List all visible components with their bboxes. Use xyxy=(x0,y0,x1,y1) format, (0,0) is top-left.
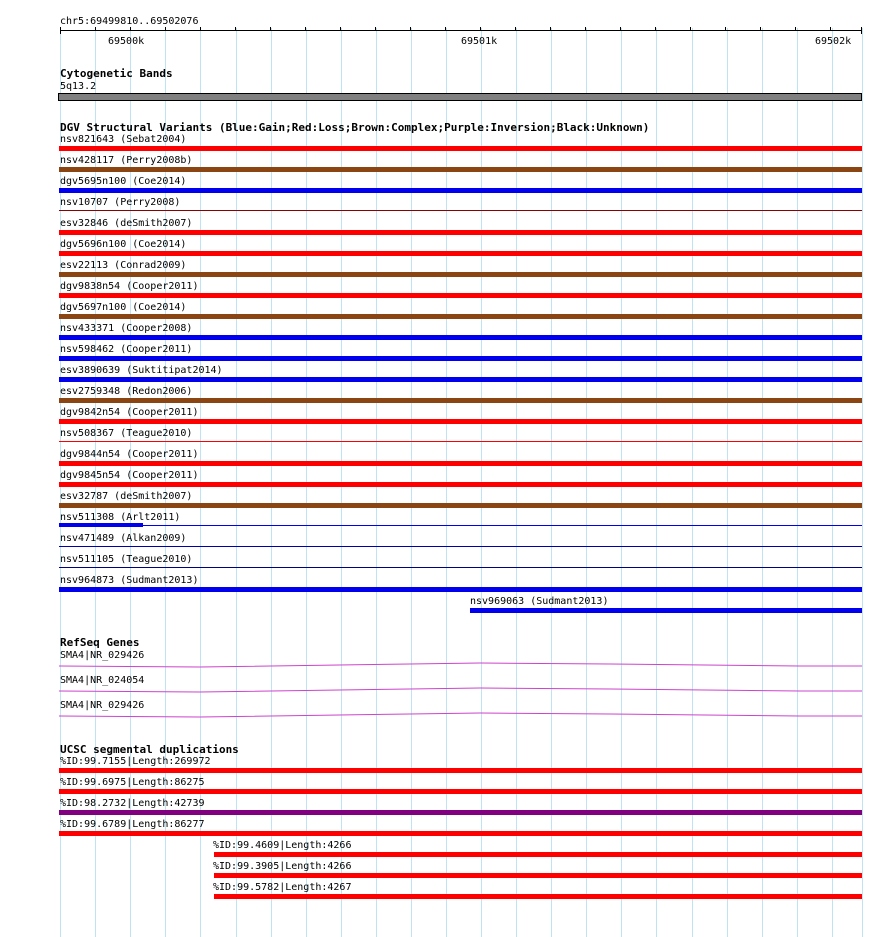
segdup-label: %ID:99.3905|Length:4266 xyxy=(213,861,352,872)
band-label: 5q13.2 xyxy=(60,81,97,92)
segdup-bar[interactable] xyxy=(59,768,862,773)
dgv-feature-label: nsv433371 (Cooper2008) xyxy=(60,323,193,334)
segdup-label: %ID:99.5782|Length:4267 xyxy=(213,882,352,893)
dgv-feature-label: esv3890639 (Suktitipat2014) xyxy=(60,365,223,376)
dgv-feature-label: nsv10707 (Perry2008) xyxy=(60,197,181,208)
segdup-bar[interactable] xyxy=(59,810,862,815)
track-title: Cytogenetic Bands xyxy=(60,67,173,80)
dgv-feature-label: esv32787 (deSmith2007) xyxy=(60,491,193,502)
dgv-feature-label: dgv9842n54 (Cooper2011) xyxy=(60,407,199,418)
segdup-label: %ID:99.6975|Length:86275 xyxy=(60,777,205,788)
refseq-transcript-line[interactable] xyxy=(59,688,862,692)
dgv-feature-label: nsv598462 (Cooper2011) xyxy=(60,344,193,355)
dgv-feature-label: esv2759348 (Redon2006) xyxy=(60,386,193,397)
dgv-feature-label: dgv9844n54 (Cooper2011) xyxy=(60,449,199,460)
dgv-feature-label: nsv428117 (Perry2008b) xyxy=(60,155,193,166)
dgv-feature-label: nsv511105 (Teague2010) xyxy=(60,554,193,565)
track-title: UCSC segmental duplications xyxy=(60,743,239,756)
dgv-feature-label: nsv471489 (Alkan2009) xyxy=(60,533,187,544)
dgv-feature-label: nsv969063 (Sudmant2013) xyxy=(470,596,609,607)
segdup-bar[interactable] xyxy=(214,852,862,857)
segdup-label: %ID:99.4609|Length:4266 xyxy=(213,840,352,851)
segdup-label: %ID:98.2732|Length:42739 xyxy=(60,798,205,809)
track-title: RefSeq Genes xyxy=(60,636,140,649)
segdup-bar[interactable] xyxy=(59,831,862,836)
segdup-label: %ID:99.7155|Length:269972 xyxy=(60,756,211,767)
dgv-feature-label: esv32846 (deSmith2007) xyxy=(60,218,193,229)
refseq-transcript-line[interactable] xyxy=(59,713,862,717)
dgv-feature-label: dgv9838n54 (Cooper2011) xyxy=(60,281,199,292)
track-title: DGV Structural Variants (Blue:Gain;Red:Loss;Brown:Complex;Purple:Inversion;Black:Unknown) xyxy=(60,121,650,134)
segdup-bar[interactable] xyxy=(214,873,862,878)
refseq-transcript-label: SMA4|NR_029426 xyxy=(60,700,145,711)
dgv-feature-label: esv22113 (Conrad2009) xyxy=(60,260,187,271)
refseq-transcript-line[interactable] xyxy=(59,663,862,667)
dgv-feature-label: dgv5695n100 (Coe2014) xyxy=(60,176,187,187)
segdup-label: %ID:99.6789|Length:86277 xyxy=(60,819,205,830)
tick-label: 69501k xyxy=(461,36,498,47)
segdup-bar[interactable] xyxy=(59,789,862,794)
dgv-feature-label: dgv5697n100 (Coe2014) xyxy=(60,302,187,313)
dgv-feature-label: nsv821643 (Sebat2004) xyxy=(60,134,187,145)
segdup-bar[interactable] xyxy=(214,894,862,899)
dgv-feature-label: dgv5696n100 (Coe2014) xyxy=(60,239,187,250)
tick-label: 69500k xyxy=(108,36,145,47)
dgv-feature-label: nsv508367 (Teague2010) xyxy=(60,428,193,439)
tick-label: 69502k xyxy=(815,36,852,47)
refseq-transcript-label: SMA4|NR_029426 xyxy=(60,650,145,661)
location-label: chr5:69499810..69502076 xyxy=(60,16,199,27)
dgv-feature-label: nsv964873 (Sudmant2013) xyxy=(60,575,199,586)
dgv-feature-label: nsv511308 (Arlt2011) xyxy=(60,512,181,523)
dgv-feature-label: dgv9845n54 (Cooper2011) xyxy=(60,470,199,481)
refseq-transcript-label: SMA4|NR_024054 xyxy=(60,675,145,686)
